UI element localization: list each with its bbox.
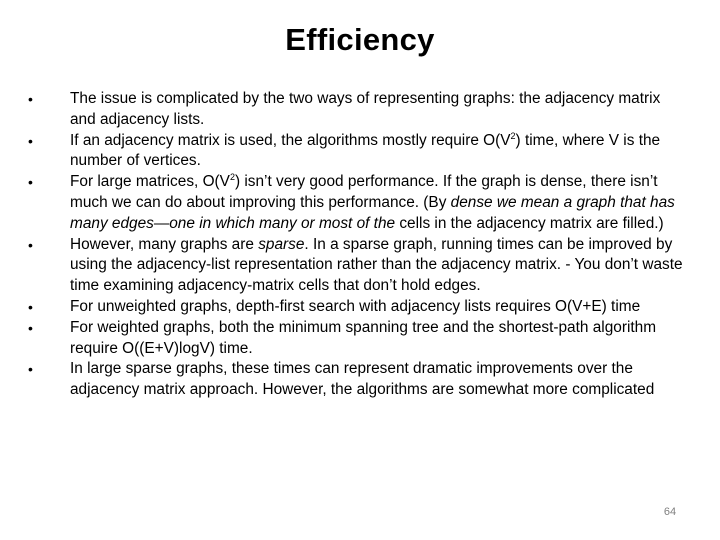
bullet-text: ) time, where V is the number of vertices. xyxy=(70,131,661,170)
bullet-marker: • xyxy=(28,361,33,378)
bullet-text: In large sparse graphs, these times can represent dramatic improvements over the adjacency matrix approach. However, the algorithms are somewhat more complicated xyxy=(70,360,655,399)
bullet-list xyxy=(28,89,686,401)
bullet-item xyxy=(28,172,686,234)
bullet-item xyxy=(28,235,686,297)
bullet-marker: • xyxy=(28,298,33,315)
bullet-text: For large matrices, O(V xyxy=(70,173,230,191)
bullet-text-italic: dense we mean a graph that has many edges—one in which many or most of the xyxy=(70,193,675,232)
bullet-text-superscript: 2 xyxy=(229,172,235,183)
bullet-text: ) isn’t very good performance. If the graph is dense, there isn’t much we can do about improving this performance. (By xyxy=(70,173,658,211)
bullet-marker: • xyxy=(28,174,33,191)
bullet-item xyxy=(28,131,686,173)
bullet-text: If an adjacency matrix is used, the algorithms mostly require O(V xyxy=(70,131,511,149)
bullet-text: However, many graphs are xyxy=(70,235,259,253)
bullet-marker: • xyxy=(28,132,33,149)
bullet-text-italic: sparse xyxy=(258,235,305,253)
bullet-marker: • xyxy=(28,319,33,336)
bullet-text: For unweighted graphs, depth-first search with adjacency lists requires O(V+E) time xyxy=(70,297,641,315)
bullet-item xyxy=(28,359,686,401)
bullet-marker: • xyxy=(28,91,33,107)
bullet-text: cells in the adjacency matrix are filled.) xyxy=(395,214,664,232)
bullet-marker: • xyxy=(28,236,33,253)
bullet-item xyxy=(28,318,686,360)
bullet-text: For weighted graphs, both the minimum spanning tree and the shortest-path algorithm require O((E+V)logV) time. xyxy=(70,318,657,357)
bullet-text: The issue is complicated by the two ways of representing graphs: the adjacency matrix and adjacency lists. xyxy=(70,90,661,128)
slide-title: Efficiency xyxy=(285,22,435,57)
bullet-text: . In a sparse graph, running times can be improved by using the adjacency-list representation rather than the adjacency matrix. - You don’t waste time examining adjacency-matrix cells that don’t hold edges. xyxy=(70,235,683,295)
page-number: 64 xyxy=(663,506,677,518)
bullet-text-superscript: 2 xyxy=(510,130,516,141)
bullet-item xyxy=(28,89,686,131)
bullet-item xyxy=(28,297,686,318)
